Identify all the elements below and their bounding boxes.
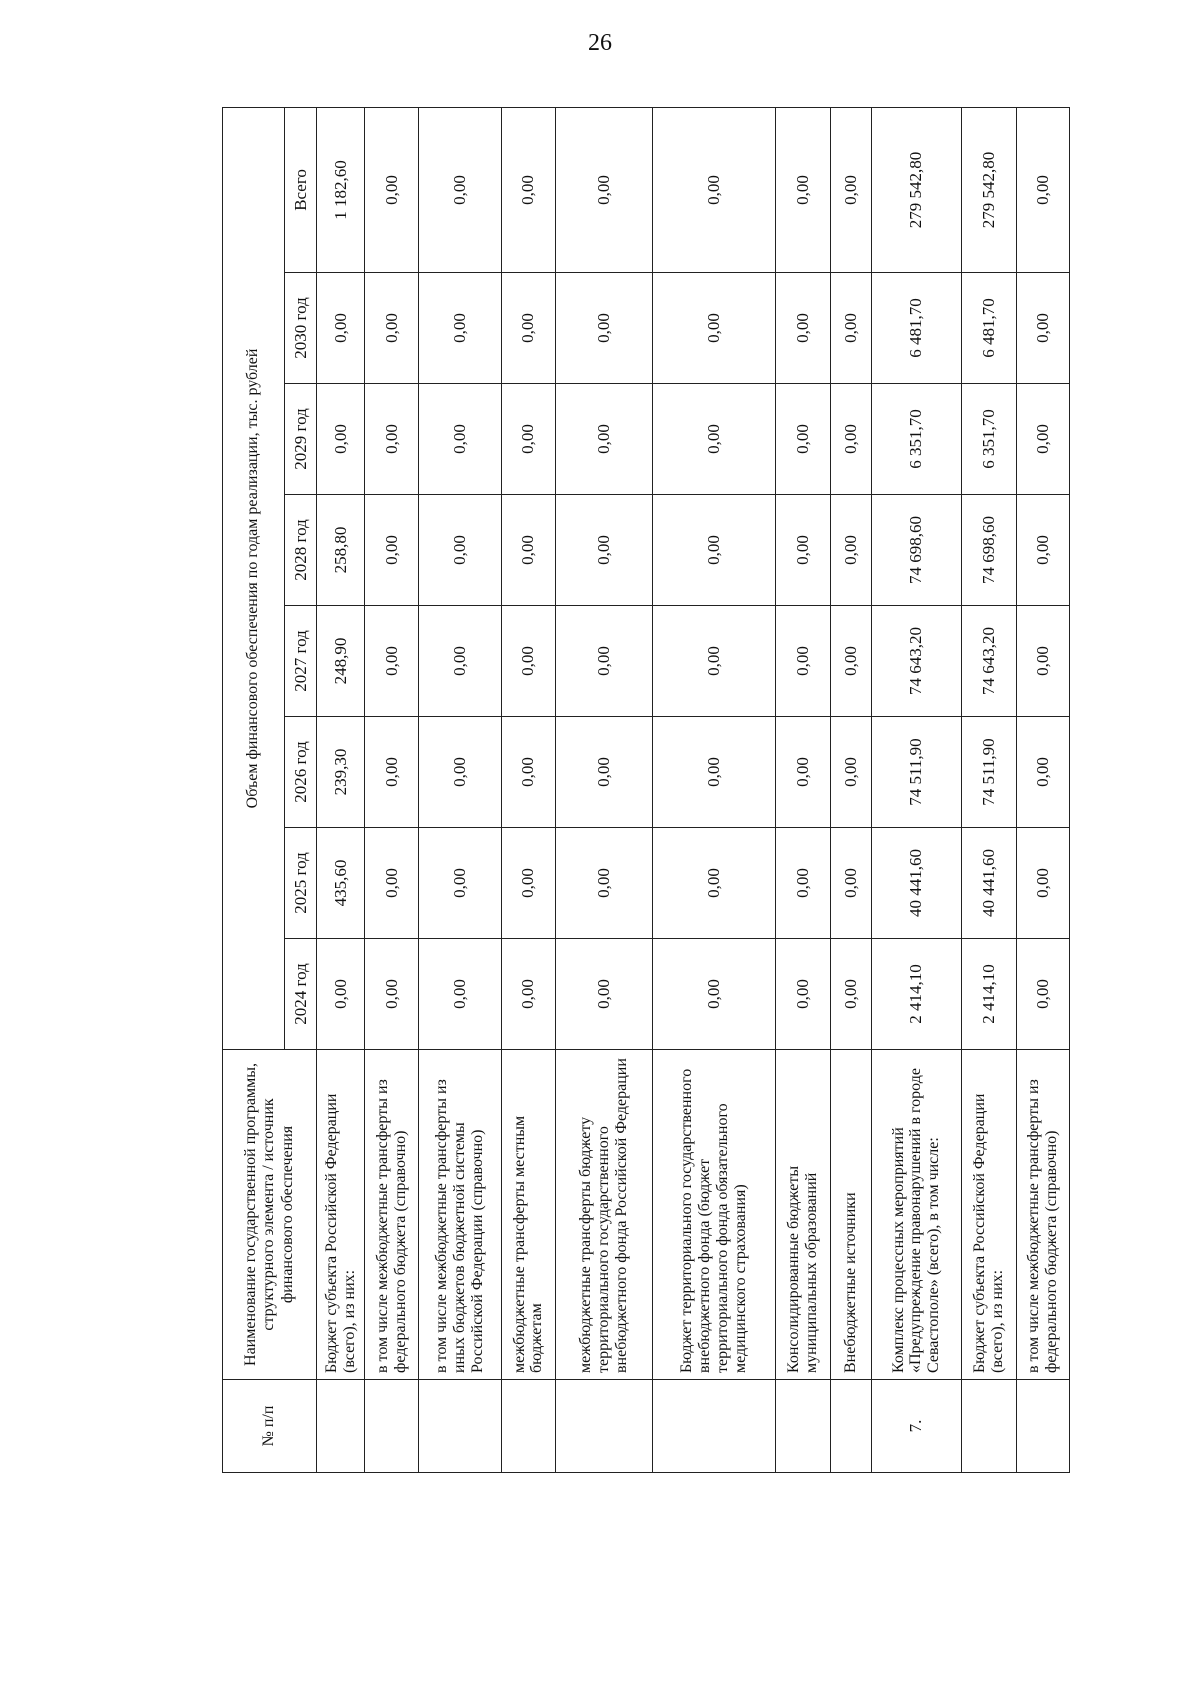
cell-2027: 74 643,20 [871, 606, 961, 717]
cell-2027: 0,00 [365, 606, 419, 717]
cell-2029: 0,00 [419, 384, 502, 495]
cell-2028: 0,00 [1017, 495, 1070, 606]
cell-2024: 0,00 [317, 939, 365, 1050]
row-name: Консолидированные бюджеты муниципальных образований [776, 1050, 831, 1380]
cell-2029: 6 351,70 [962, 384, 1017, 495]
cell-2026: 0,00 [831, 717, 872, 828]
row-name: Внебюджетные источники [831, 1050, 872, 1380]
header-year-2026: 2026 год [285, 717, 317, 828]
cell-2025: 0,00 [501, 828, 555, 939]
cell-2026: 74 511,90 [871, 717, 961, 828]
row-name: Бюджет субъекта Российской Федерации (всего), из них: [962, 1050, 1017, 1380]
table-row [555, 107, 652, 1472]
table-row [871, 107, 961, 1472]
row-num [419, 1380, 502, 1473]
cell-2026: 0,00 [776, 717, 831, 828]
cell-total: 1 182,60 [317, 107, 365, 272]
cell-2027: 0,00 [1017, 606, 1070, 717]
rotated-table-wrapper [222, 108, 1070, 1473]
header-year-2024: 2024 год [285, 939, 317, 1050]
cell-2026: 0,00 [365, 717, 419, 828]
cell-2027: 248,90 [317, 606, 365, 717]
cell-2029: 0,00 [652, 384, 775, 495]
cell-2030: 6 481,70 [962, 273, 1017, 384]
cell-2026: 0,00 [555, 717, 652, 828]
cell-2026: 0,00 [501, 717, 555, 828]
cell-2025: 435,60 [317, 828, 365, 939]
cell-2026: 0,00 [1017, 717, 1070, 828]
row-num [962, 1380, 1017, 1473]
table-row [317, 107, 365, 1472]
header-year-2027: 2027 год [285, 606, 317, 717]
cell-2028: 0,00 [555, 495, 652, 606]
financing-table [222, 107, 1070, 1473]
cell-2024: 0,00 [501, 939, 555, 1050]
cell-total: 0,00 [365, 107, 419, 272]
cell-2030: 0,00 [1017, 273, 1070, 384]
cell-2025: 0,00 [419, 828, 502, 939]
cell-2025: 0,00 [652, 828, 775, 939]
table-row [831, 107, 872, 1472]
cell-2026: 74 511,90 [962, 717, 1017, 828]
row-name: межбюджетные трансферты бюджету территориального государственного внебюджетного фонда Российской Федерации [555, 1050, 652, 1380]
cell-2025: 0,00 [776, 828, 831, 939]
table-row [419, 107, 502, 1472]
cell-2028: 0,00 [652, 495, 775, 606]
cell-2024: 0,00 [1017, 939, 1070, 1050]
cell-2030: 0,00 [419, 273, 502, 384]
cell-2025: 0,00 [1017, 828, 1070, 939]
row-name: Комплекс процессных мероприятий «Предупреждение правонарушений в городе Севастополе» (всего), в том числе: [871, 1050, 961, 1380]
cell-2026: 239,30 [317, 717, 365, 828]
row-num [365, 1380, 419, 1473]
cell-2024: 0,00 [831, 939, 872, 1050]
cell-total: 279 542,80 [871, 107, 961, 272]
cell-2028: 0,00 [831, 495, 872, 606]
cell-2028: 0,00 [419, 495, 502, 606]
row-name: в том числе межбюджетные трансферты из иных бюджетов бюджетной системы Российской Федерации (справочно) [419, 1050, 502, 1380]
cell-2027: 0,00 [831, 606, 872, 717]
header-group-title: Объем финансового обеспечения по годам реализации, тыс. рублей [223, 107, 285, 1049]
page-number: 26 [588, 30, 612, 56]
cell-2025: 40 441,60 [871, 828, 961, 939]
cell-2029: 0,00 [501, 384, 555, 495]
cell-2025: 0,00 [555, 828, 652, 939]
cell-2030: 0,00 [652, 273, 775, 384]
header-num: № п/п [223, 1380, 317, 1473]
cell-2025: 0,00 [365, 828, 419, 939]
header-year-2030: 2030 год [285, 273, 317, 384]
table-row [365, 107, 419, 1472]
row-name: в том числе межбюджетные трансферты из федерального бюджета (справочно) [1017, 1050, 1070, 1380]
cell-2029: 0,00 [365, 384, 419, 495]
cell-2030: 0,00 [555, 273, 652, 384]
cell-2027: 74 643,20 [962, 606, 1017, 717]
cell-2030: 0,00 [365, 273, 419, 384]
header-total: Всего [285, 107, 317, 272]
cell-2029: 0,00 [1017, 384, 1070, 495]
cell-2026: 0,00 [652, 717, 775, 828]
row-name: в том числе межбюджетные трансферты из федерального бюджета (справочно) [365, 1050, 419, 1380]
row-num [501, 1380, 555, 1473]
header-year-2028: 2028 год [285, 495, 317, 606]
cell-2024: 0,00 [419, 939, 502, 1050]
cell-2029: 6 351,70 [871, 384, 961, 495]
cell-2030: 0,00 [501, 273, 555, 384]
table-row [1017, 107, 1070, 1472]
cell-2025: 0,00 [831, 828, 872, 939]
cell-total: 0,00 [831, 107, 872, 272]
cell-2029: 0,00 [776, 384, 831, 495]
row-name: межбюджетные трансферты местным бюджетам [501, 1050, 555, 1380]
cell-2030: 6 481,70 [871, 273, 961, 384]
cell-2024: 0,00 [776, 939, 831, 1050]
cell-2030: 0,00 [831, 273, 872, 384]
table-row [501, 107, 555, 1472]
row-name: Бюджет субъекта Российской Федерации (всего), из них: [317, 1050, 365, 1380]
cell-total: 279 542,80 [962, 107, 1017, 272]
cell-2030: 0,00 [776, 273, 831, 384]
cell-2024: 2 414,10 [871, 939, 961, 1050]
cell-2028: 0,00 [501, 495, 555, 606]
cell-2027: 0,00 [652, 606, 775, 717]
header-name: Наименование государственной программы, структурного элемента / источник финансового обеспечения [223, 1050, 317, 1380]
cell-2028: 74 698,60 [962, 495, 1017, 606]
row-num [317, 1380, 365, 1473]
cell-total: 0,00 [501, 107, 555, 272]
table-row [652, 107, 775, 1472]
cell-2024: 0,00 [652, 939, 775, 1050]
table-row [776, 107, 831, 1472]
cell-2027: 0,00 [419, 606, 502, 717]
cell-2029: 0,00 [555, 384, 652, 495]
cell-2028: 258,80 [317, 495, 365, 606]
header-year-2029: 2029 год [285, 384, 317, 495]
cell-2028: 0,00 [776, 495, 831, 606]
cell-2026: 0,00 [419, 717, 502, 828]
cell-2024: 0,00 [555, 939, 652, 1050]
cell-2029: 0,00 [317, 384, 365, 495]
row-num [776, 1380, 831, 1473]
cell-2028: 74 698,60 [871, 495, 961, 606]
cell-total: 0,00 [419, 107, 502, 272]
header-year-2025: 2025 год [285, 828, 317, 939]
row-num [555, 1380, 652, 1473]
row-num [652, 1380, 775, 1473]
row-name: Бюджет территориального государственного внебюджетного фонда (бюджет территориального фонда обязательного медицинского страхования) [652, 1050, 775, 1380]
cell-2027: 0,00 [776, 606, 831, 717]
cell-2024: 2 414,10 [962, 939, 1017, 1050]
cell-2028: 0,00 [365, 495, 419, 606]
cell-total: 0,00 [776, 107, 831, 272]
cell-total: 0,00 [652, 107, 775, 272]
row-num: 7. [871, 1380, 961, 1473]
cell-2030: 0,00 [317, 273, 365, 384]
cell-total: 0,00 [1017, 107, 1070, 272]
cell-2027: 0,00 [501, 606, 555, 717]
row-num [1017, 1380, 1070, 1473]
table-row [962, 107, 1017, 1472]
cell-total: 0,00 [555, 107, 652, 272]
cell-2025: 40 441,60 [962, 828, 1017, 939]
cell-2024: 0,00 [365, 939, 419, 1050]
row-num [831, 1380, 872, 1473]
cell-2029: 0,00 [831, 384, 872, 495]
cell-2027: 0,00 [555, 606, 652, 717]
